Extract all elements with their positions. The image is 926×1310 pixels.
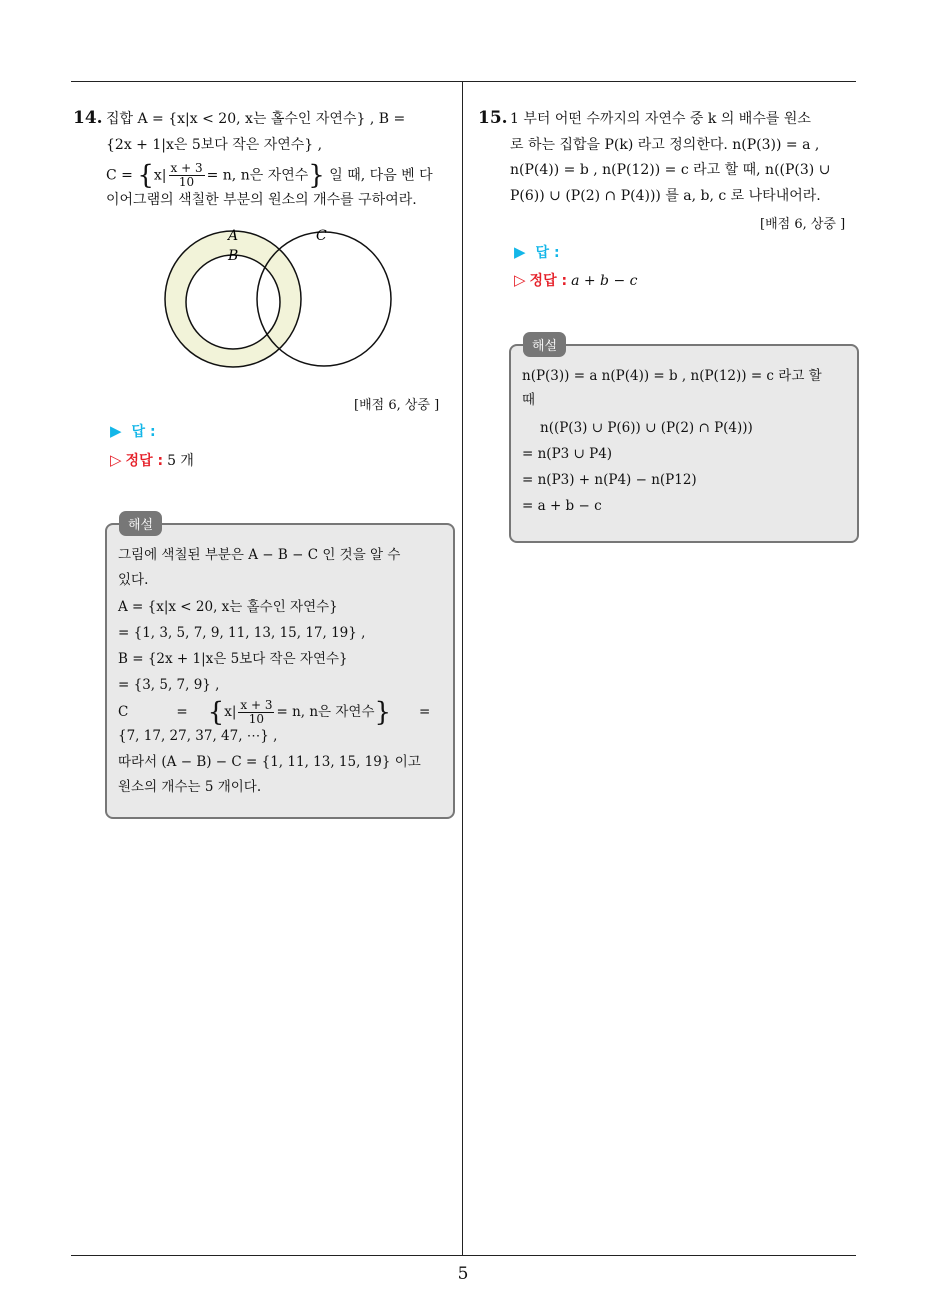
text-fragment: C [118,704,129,720]
outline-play-icon: ▷ [514,271,526,289]
question-number: 15. [478,108,508,128]
question-line: 로 하는 집합을 P(k) 라고 정의한다. n(P(3)) = a , [510,137,820,153]
right-brace: } [308,160,325,191]
text-fragment: = n, n은 자연수 [276,704,375,720]
page-number: 5 [457,1264,469,1284]
solution-line: = n(P3) + n(P4) − n(P12) [522,472,697,488]
key-value: a + b − c [571,273,638,289]
key-row [110,450,194,470]
key-label: 정답 : [529,273,568,289]
venn-circle-b [186,255,280,349]
right-brace: } [374,697,392,728]
answer-row [514,242,560,262]
venn-label-b: B [228,248,239,264]
column-divider [462,82,463,1255]
fraction [238,699,274,726]
left-brace: { [137,160,154,191]
question-line: 이어그램의 색칠한 부분의 원소의 개수를 구하여라. [106,192,417,208]
answer-row [110,421,156,441]
text-fragment: 일 때, 다음 벤 다 [324,167,433,184]
key-row [514,270,638,290]
solution-line: = a + b − c [522,498,602,514]
key-value: 5 개 [167,453,194,469]
solution-line: 따라서 (A − B) − C = {1, 11, 13, 15, 19} 이고 [118,754,421,770]
solution-line: = n(P3 ∪ P4) [522,446,613,462]
text-fragment: = [176,704,188,720]
solution-line: 때 [522,392,536,408]
solution-line: = {1, 3, 5, 7, 9, 11, 13, 15, 17, 19} , [118,625,366,641]
venn-diagram [160,222,400,372]
fraction-denominator: 10 [178,175,195,189]
play-icon: ▶ [514,243,526,261]
question-number: 14. [73,108,103,128]
text-fragment: = [419,704,431,720]
question-line: {2x + 1|x은 5보다 작은 자연수} , [106,137,323,153]
fraction-numerator: x + 3 [240,698,273,712]
fraction [169,162,205,189]
left-brace: { [207,697,225,728]
solution-line: 있다. [118,572,149,588]
key-label: 정답 : [125,453,164,469]
question-line: P(6)) ∪ (P(2) ∩ P(4))) 를 a, b, c 로 나타내어라. [510,188,821,204]
venn-label-a: A [228,228,239,244]
outline-play-icon: ▷ [110,451,122,469]
solution-tab: 해설 [523,332,566,357]
venn-label-c: C [316,228,327,244]
score-label: [배점 6, 상중 ] [354,398,440,413]
solution-line: B = {2x + 1|x은 5보다 작은 자연수} [118,651,348,667]
solution-line: n((P(3) ∪ P(6)) ∪ (P(2) ∩ P(4))) [540,420,753,436]
answer-label: 답 : [131,424,156,440]
answer-label: 답 : [535,245,560,261]
header-rule [71,81,856,82]
solution-tab: 해설 [119,511,162,536]
question-line: n(P(4)) = b , n(P(12)) = c 라고 할 때, n((P(3) ∪ [510,162,831,178]
solution-line: 그림에 색칠된 부분은 A − B − C 인 것을 알 수 [118,547,401,563]
solution-box [105,523,455,819]
text-fragment: x| [153,167,167,184]
fraction-numerator: x + 3 [170,161,203,175]
fraction-denominator: 10 [248,712,265,726]
solution-line: = {3, 5, 7, 9} , [118,677,220,693]
play-icon: ▶ [110,422,122,440]
solution-line: 원소의 개수는 5 개이다. [118,779,262,795]
question-line: 1 부터 어떤 수까지의 자연수 중 k 의 배수를 원소 [510,111,811,127]
text-fragment: x| [224,704,237,720]
text-fragment: C = [106,167,138,184]
text-fragment: = n, n은 자연수 [206,167,309,184]
footer-rule [71,1255,856,1256]
solution-line: {7, 17, 27, 37, 47, ⋯} , [118,728,278,744]
solution-line: n(P(3)) = a n(P(4)) = b , n(P(12)) = c 라고 할 [522,368,822,384]
question-line [106,162,433,189]
solution-line: A = {x|x < 20, x는 홀수인 자연수} [118,599,338,615]
solution-line [118,699,430,726]
question-line: 집합 A = {x|x < 20, x는 홀수인 자연수} , B = [106,111,406,127]
score-label: [배점 6, 상중 ] [760,217,846,232]
